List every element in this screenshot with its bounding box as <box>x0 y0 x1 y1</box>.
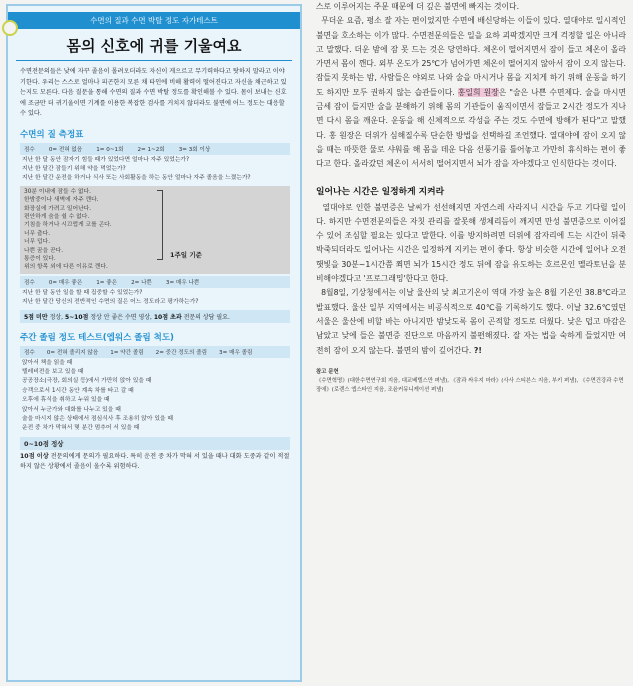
weekly-item: 너무 덥다. <box>24 239 51 246</box>
quality-question: 지난 한 달 동안 잠자기 힘들 때가 있었다면 얼마나 자주 있었는가? <box>22 156 190 163</box>
paragraph <box>316 286 626 357</box>
result-text: 정상 안 좋은 수면 영상, <box>88 313 154 321</box>
weekly-item: 화장실에 가려고 일어난다. <box>24 205 92 212</box>
quality-result <box>20 310 290 323</box>
result-range: 5점 미만 <box>24 313 48 321</box>
weekly-item: 기침을 하거나 시끄럽게 코를 곤다. <box>24 222 112 229</box>
week-label: 1주일 기준 <box>170 250 202 259</box>
quality-heading: 수면의 질 측정표 <box>20 129 84 140</box>
weekly-item: 위의 항목 외에 다른 이유로 깬다. <box>24 264 108 271</box>
quality-question: 지난 한 달간 당신의 전반적인 수면의 질은 어느 정도라고 평가하는가? <box>22 299 199 306</box>
epworth-heading: 주간 졸림 정도 테스트(엡워스 졸림 척도) <box>20 332 174 343</box>
quality-question: 지난 한 달간 잠들기 위해 약을 먹었는가? <box>22 165 126 172</box>
section-heading: 일어나는 시간은 일정하게 지켜라 <box>316 186 445 197</box>
scale-option: 2= 중간 정도의 졸림 <box>155 349 208 356</box>
weekly-item: 나쁜 꿈을 꾼다. <box>24 247 64 254</box>
result-range: 5~10점 <box>64 313 89 321</box>
scale-option: 3= 3회 이상 <box>178 146 211 153</box>
epworth-item: 술을 마시지 않은 상태에서 점심식사 후 조용히 앉아 있을 때 <box>22 416 173 423</box>
references <box>316 368 626 395</box>
result-range: 10점 이상 <box>20 452 49 460</box>
weekly-item: 편안하게 숨을 쉴 수 없다. <box>24 213 90 220</box>
scale-option: 0= 매우 좋은 <box>48 279 83 286</box>
scale-option: 2= 1~2회 <box>137 146 165 153</box>
paragraph-text: 은 "술은 나쁜 수면제다. 술을 마시면 금세 잠이 들지만 술을 분해하기 위해 몸의 기관들이 움직이면서 잠들고 2시간 정도가 지나면 다시 몸을 깨운다. 운동을 해 신체적으로 각성을 주는 것도 수면에 방해가 된다"고 말했다. 홍 원장은 더위가 심해질수록 단순한 방법을 선택하길 조언했다. 열대야에 잠이 오지 않을 때는 따뜻한 물로 샤워를 해 몸을 데운 다음 선풍기를 틀어놓고 가만히 휴식하는 편이 좋다고 한다. 올라갔던 체온이 서서히 떨어지면서 뇌가 잠을 자야겠다고 인식한다는 것이다. <box>316 87 626 169</box>
scale-option: 3= 매우 졸림 <box>219 349 253 356</box>
result-text: 정상, <box>47 313 65 321</box>
quality-scale-2 <box>20 276 290 288</box>
scale-option: 3= 매우 나쁜 <box>165 279 200 286</box>
paragraph-text: 열대야로 인한 불면증은 날씨가 선선해지면 자연스레 사라지니 시간을 두고 기다릴 일이다. 하지만 수면전문의들은 자칫 관리를 잘못해 생체리듬이 깨지면 만성 불면증으로 이어질 수 있어 조심할 필요는 있다고 말한다. 이를 방지하려면 더위에 잠자리에 드는 시간이 뒤죽박죽되더라도 일어나는 시간은 일정하게 지키는 편이 좋다. 항상 비슷한 시간에 일어나 오전 햇빛을 30분~1시간쯤 쬐면 뇌가 15시간 정도 뒤에 잠을 유도하는 호르몬인 멜라토닌을 분비해야겠다고 '프로그래밍'한다고 한다. <box>316 202 626 284</box>
scale-option: 1= 약간 졸림 <box>110 349 144 356</box>
paragraph: 스로 이루어지는 주문 때문에 더 깊은 불면에 빠지는 것이다. <box>316 2 520 11</box>
weekly-item: 통증이 있다. <box>24 255 56 262</box>
epworth-result <box>20 452 290 472</box>
paragraph <box>316 14 626 171</box>
scale-option: 1= 좋은 <box>96 279 118 286</box>
references-text: 《수면혁명》(대한수면연구회 지음, 대교베텔스만 펴냄), 《잠과 싸우지 마라》(사사 스티븐스 지음, 부키 펴냄), 《수면건강과 수면장애》(로렌스 엡스타인 지음, 조윤커뮤니케이션 펴냄) <box>316 377 624 393</box>
binder-ring-icon <box>2 20 18 36</box>
sidebar-intro: 수면전문의들은 낮에 자꾸 졸음이 몰려오더라도 자신이 게으르고 무기력하다고 탓하지 말라고 이야기한다. 우리는 스스로 얼마나 피곤한지 모른 채 타인에 비해 활력이 떨어진다고 자신을 채근하고 있는지도 모른다. 다음 질문을 통해 수면의 질과 수면 박탈 정도를 확인해볼 수 있다. 몸이 보내는 신호에 조금만 더 귀기울이면 기계를 이용한 복잡한 검사를 거치지 않더라도 불면에 어느 정도는 대응할 수 있다. <box>20 68 287 117</box>
epworth-item: 공공장소(극장, 회의실 등)에서 가만히 앉아 있을 때 <box>22 378 152 385</box>
scale-label: 점수 <box>24 279 35 286</box>
weekly-item: 30분 이내에 잠들 수 없다. <box>24 188 91 195</box>
quality-question: 지난 한 달간 운전을 하거나 식사 또는 사회활동을 하는 동안 얼마나 자주 졸음을 느꼈는가? <box>22 175 251 182</box>
epworth-scale <box>20 346 290 358</box>
scale-option: 1= 0~1회 <box>96 146 124 153</box>
epworth-item: 텔레비전을 보고 있을 때 <box>22 369 84 375</box>
epworth-item: 운전 중 차가 막혀서 몇 분간 멈추어 서 있을 때 <box>22 425 140 432</box>
title-rule <box>16 60 292 61</box>
bracket <box>157 190 163 260</box>
sidebar-title: 몸의 신호에 귀를 기울여요 <box>66 37 242 55</box>
normal-range-bar: 0~10점 정상 <box>20 437 290 450</box>
epworth-item: 앉아서 누군가와 대화를 나누고 있을 때 <box>22 406 121 413</box>
result-range: 10점 초과 <box>153 313 182 321</box>
result-text: 전문의에게 문의가 필요하다. 특히 운전 중 차가 막혀 서 있을 때나 대화 도중과 같이 적절하지 않은 상황에서 졸음이 올수록 위험하다. <box>20 452 290 470</box>
scale-option: 0= 전혀 없음 <box>48 146 83 153</box>
scale-option: 2= 나쁜 <box>131 279 152 286</box>
weekly-items-box <box>20 186 290 274</box>
scale-label: 점수 <box>24 349 35 356</box>
epworth-item: 앉아서 책을 읽을 때 <box>22 359 73 366</box>
references-title: 참고 문헌 <box>316 368 339 375</box>
paragraph-text: 무더운 요즘, 평소 잘 자는 편이었지만 수면에 배신당하는 이들이 있다. 열대야로 일시적인 불면을 호소하는 이가 많다. 수면전문의들은 일을 요하 괴팍겠지만 크게 걱정할 일은 아니라고 말했다. 더운 밤에 잠 못 드는 것은 당연하다. 체온이 떨어지면서 잠이 들고 체온이 올라가면서 몸이 깬다. 외부 온도가 25℃가 넘어가면 체온이 떨어지지 않아서 잠이 오지 않는다. 잠들지 못하는 밤, 사람들은 야외로 나와 술을 마시거나 몸을 지치게 하기 위해 운동을 하기도 하지만 모두 권하지 않는 습관들이다. <box>316 16 626 97</box>
scale-option: 0= 전혀 졸리지 않음 <box>46 349 99 356</box>
sidebar-kicker: 수면의 질과 수면 박탈 정도 자가테스트 <box>8 12 300 29</box>
weekly-item: 한밤중이나 새벽에 자주 깬다. <box>24 197 99 204</box>
paragraph <box>316 201 626 287</box>
end-mark: ?! <box>473 345 482 355</box>
result-text: 전문의 상담 필요. <box>181 313 230 321</box>
quality-question: 지난 한 달 동안 일을 할 때 집중할 수 있었는가? <box>22 289 143 296</box>
epworth-item: 승객으로서 1시간 동안 계속 차를 타고 갈 때 <box>22 387 134 394</box>
paragraph-text: 8월8일, 기상청에서는 이날 울산의 낮 최고기온이 역대 가장 높은 8월 기온인 38.8℃라고 발표했다. 울산 일부 지역에서는 비공식적으로 40℃를 기록하기도 했다. 이날 32.6℃였던 서울은 울산에 비할 바는 아니지만 밤낮도록 몸이 곤적할 정도로 더웠다. 낮은 덥고 마감은 남았고 낮에 들은 불면증 진단으로 마음까지 불편해졌다. 잘 자는 법을 숙하게 들었지만 여전히 잠이 오지 않는다. 불면의 밤이 깊어간다. <box>316 288 626 355</box>
highlighted-name: 홍일희 원장 <box>457 87 499 97</box>
epworth-item: 오후에 휴식을 취하고 누워 있을 때 <box>22 397 110 404</box>
weekly-item: 너무 춥다. <box>24 230 51 237</box>
sidebar-box <box>6 4 302 682</box>
scale-label: 점수 <box>24 146 35 153</box>
article-column <box>316 0 626 686</box>
quality-scale <box>20 143 290 155</box>
